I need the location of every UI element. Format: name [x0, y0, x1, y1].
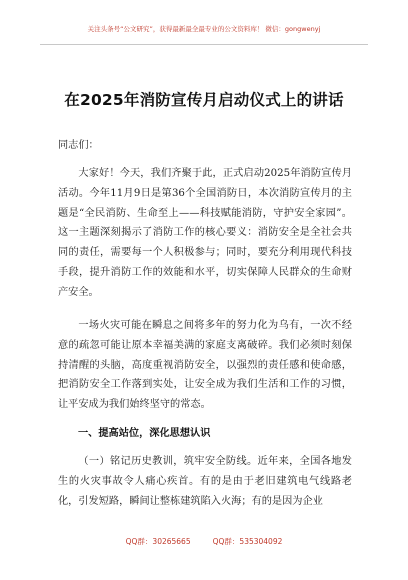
section-heading: 一、提高站位，深化思想认识 — [78, 428, 211, 439]
document-title: 在2025年消防宣传月启动仪式上的讲话 — [64, 91, 344, 109]
header-divider — [40, 44, 368, 45]
header-banner: 关注头条号“公文研究”，获得最新最全最专业的公文资料库！ 微信：gongwenyj — [87, 25, 321, 33]
paragraph-1: 大家好！今天，我们齐聚于此，正式启动2025年消防宣传月活动。今年11月9日是第36个全国消防日，本次消防宣传月的主题是“全民消防、生命至上——科技赋能消防，守护安全家园”。这一主题深刻揭示了消防工作的核心要义：消防安全是全社会共同的责任，需要每一个人积极参与；同时，要充分利用现代科技手段，提升消防工作的效能和水平，切实保障人民群众的生命财产安全。 — [58, 168, 352, 298]
paragraph-2: 一场火灾可能在瞬息之间将多年的努力化为乌有，一次不经意的疏忽可能让原本幸福美满的家庭支离破碎。我们必须时刻保持清醒的头脑，高度重视消防安全，以强烈的责任感和使命感，把消防安全工作落到实处，让安全成为我们生活和工作的习惯，让平安成为我们始终坚守的常态。 — [58, 320, 352, 411]
salutation: 同志们： — [58, 140, 99, 151]
footer — [0, 536, 408, 547]
footer-qq-group-1: QQ群：30265665 — [125, 537, 191, 546]
section-paragraph: （一）铭记历史教训，筑牢安全防线。近年来，全国各地发生的火灾事故令人痛心疾首。有的是由于老旧建筑电气线路老化，引发短路，瞬间让整栋建筑陷入火海；有的是因为企业 — [58, 456, 352, 507]
footer-qq-group-2: QQ群：535304092 — [212, 537, 283, 546]
